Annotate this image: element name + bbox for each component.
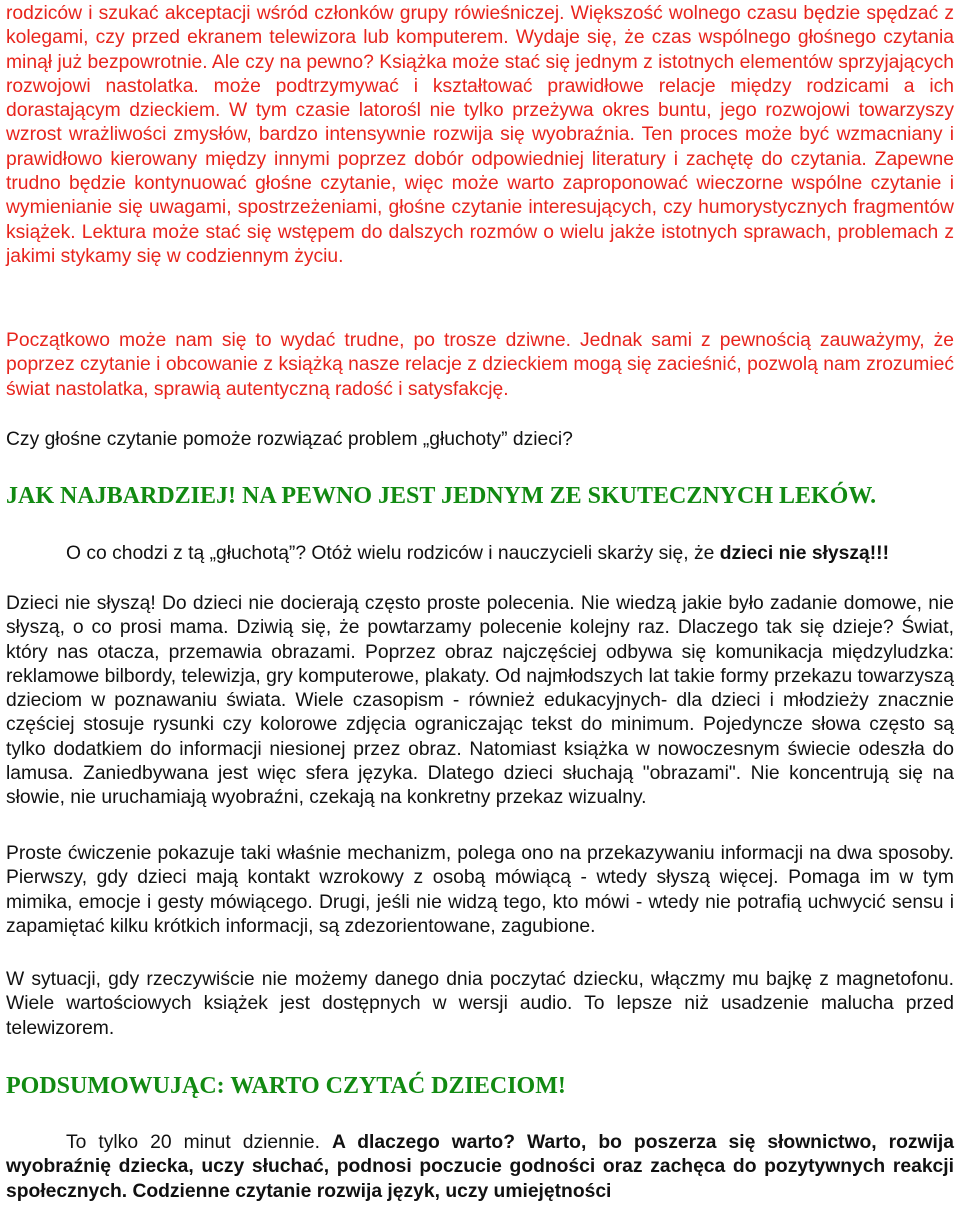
intro-bold-text: dzieci nie słyszą!!! (719, 543, 889, 564)
section1-body-2: Proste ćwiczenie pokazuje taki właśnie mechanizm, polega ono na przekazywaniu informacji na dwa sposoby. Pierwszy, gdy dzieci mają kontakt wzrokowy z osobą mówiącą - wtedy słyszą więcej. Pomaga im w tym mimika, emocje i gesty mówiącego. Drugi, jeśli nie widzą tego, kto mówi - wtedy nie potrafią uchwycić sensu i zapamiętać kilku krótkich informacji, są zdezorientowane, zagubione. (6, 843, 954, 937)
question-line: Czy głośne czytanie pomoże rozwiązać problem „głuchoty” dzieci? (6, 429, 573, 450)
intro-text: O co chodzi z tą „głuchotą”? Otóż wielu rodziców i nauczycieli skarży się, że (66, 543, 720, 564)
red-paragraph-1: rodziców i szukać akceptacji wśród członków grupy rówieśniczej. Większość wolnego czasu będzie spędzać z kolegami, czy przed ekranem telewizora lub komputerem. Wydaje się, że czas wspólnego głośnego czytania minął już bezpowrotnie. Ale czy na pewno? Książka może stać się jednym z istotnych elementów sprzyjających rozwojowi nastolatka. może podtrzymywać i kształtować prawidłowe relacje między rodzicami a ich dorastającym dzieckiem. W tym czasie latorośl nie tylko przeżywa okres buntu, jego rozwojowi towarzyszy wzrost wrażliwości zmysłów, bardzo intensywnie rozwija się wyobraźnia. Ten proces może być wzmacniany i prawidłowo kierowany między innymi poprzez dobór odpowiedniej literatury i zachętę do czytania. Zapewne trudno będzie kontynuować głośne czytanie, więc może warto zaproponować wieczorne wspólne czytanie i wymienianie się uwagami, spostrzeżeniami, głośne czytanie interesujących, czy humorystycznych fragmentów książek. Lektura może stać się wstępem do dalszych rozmów o wielu jakże istotnych sprawach, problemach z jakimi stykamy się w codziennym życiu. (6, 3, 954, 267)
section1-intro (6, 542, 954, 566)
heading-jak-najbardziej: JAK NAJBARDZIEJ! NA PEWNO JEST JEDNYM ZE SKUTECZNYCH LEKÓW. (6, 483, 877, 509)
red-paragraph-2: Początkowo może nam się to wydać trudne, po trosze dziwne. Jednak sami z pewnością zauważymy, że poprzez czytanie i obcowanie z książką nasze relacje z dzieckiem mogą się zacieśnić, pozwolą nam zrozumieć świat nastolatka, sprawią autentyczną radość i satysfakcję. (6, 330, 954, 400)
heading-podsumowujac: PODSUMOWUJĄC: WARTO CZYTAĆ DZIECIOM! (6, 1073, 566, 1099)
section2-lead: To tylko 20 minut dziennie. (66, 1132, 332, 1153)
section1-body-1: Dzieci nie słyszą! Do dzieci nie docierają często proste polecenia. Nie wiedzą jakie było zadanie domowe, nie słyszą, o co prosi mama. Dziwią się, że powtarzamy polecenie kolejny raz. Dlaczego tak się dzieje? Świat, który nas otacza, przemawia obrazami. Poprzez obraz najczęściej odbywa się komunikacja międzyludzka: reklamowe bilbordy, telewizja, gry komputerowe, plakaty. Od najmłodszych lat takie formy przekazu towarzyszą dzieciom w poznawaniu świata. Wiele czasopism - również edukacyjnych- dla dzieci i młodzieży znacznie częściej stosuje rysunki czy kolorowe zdjęcia ograniczając tekst do minimum. Pojedyncze słowa często są tylko dodatkiem do informacji niesionej przez obraz. Natomiast książka w nowoczesnym świecie odeszła do lamusa. Zaniedbywana jest więc sfera języka. Dlatego dzieci słuchają "obrazami". Nie koncentrują się na słowie, nie uruchamiają wyobraźni, czekają na konkretny przekaz wizualny. (6, 593, 954, 809)
section2-bold: A dlaczego warto? Warto, bo poszerza się słownictwo, rozwija wyobraźnię dziecka, uczy słuchać, podnosi poczucie godności oraz zachęca do pozytywnych reakcji społecznych. Codzienne czytanie rozwija język, uczy umiejętności (6, 1132, 954, 1202)
section1-body-3: W sytuacji, gdy rzeczywiście nie możemy danego dnia poczytać dziecku, włączmy mu bajkę z magnetofonu. Wiele wartościowych książek jest dostępnych w wersji audio. To lepsze niż usadzenie malucha przed telewizorem. (6, 969, 954, 1039)
section2-paragraph (6, 1131, 954, 1204)
